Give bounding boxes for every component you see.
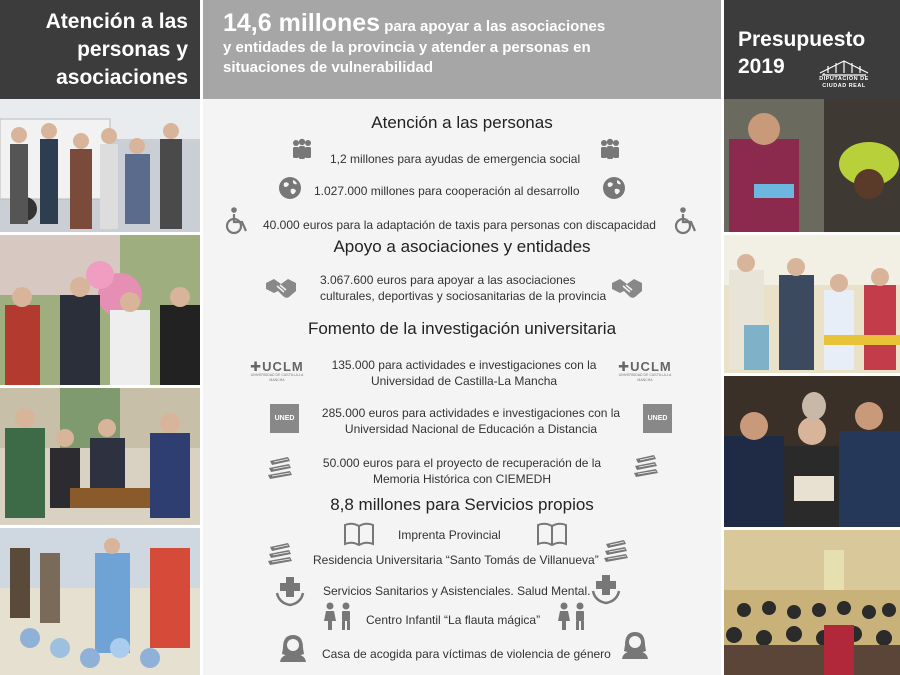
header-right-title <box>724 0 900 99</box>
item-ciemedh: 50.000 euros para el proyecto de recuperación de la Memoria Histórica con CIEMEDH <box>322 456 602 486</box>
people-group-icon <box>289 137 315 163</box>
header-summary <box>203 0 721 99</box>
uclm-logo-icon: ✚UCLM UNIVERSIDAD DE CASTILLA-LA MANCHA <box>618 359 672 382</box>
section-title-investigacion: Fomento de la investigación universitaria <box>307 319 617 338</box>
photo-childcare <box>0 528 200 675</box>
globe-icon <box>601 175 627 201</box>
section-title-asociaciones: Apoyo a asociaciones y entidades <box>333 237 591 256</box>
item-uclm: 135.000 para actividades e investigaciones con la Universidad de Castilla-La Mancha <box>331 358 597 388</box>
item-asociaciones: 3.067.600 euros para apoyar a las asociaciones culturales, deportivas y sociosanitarias de la provincia <box>320 273 607 303</box>
photo-association-meeting <box>724 376 900 527</box>
books-icon <box>631 451 661 481</box>
uclm-logo-icon: ✚UCLM UNIVERSIDAD DE CASTILLA-LA MANCHA <box>250 359 304 382</box>
photo-presentation <box>0 235 200 385</box>
handshake-icon <box>265 275 297 301</box>
children-icon <box>555 601 589 631</box>
woman-avatar-icon <box>619 629 651 659</box>
left-title-line-2: personas y <box>77 38 188 61</box>
headline-amount: 14,6 millones <box>223 9 381 37</box>
people-group-icon <box>597 137 623 163</box>
photo-meeting <box>0 388 200 525</box>
item-imprenta: Imprenta Provincial <box>398 528 501 542</box>
headline-line-1: para apoyar a las asociaciones <box>384 18 606 35</box>
item-residencia: Residencia Universitaria “Santo Tomás de Villanueva” <box>313 553 599 567</box>
books-icon <box>265 539 295 569</box>
globe-icon <box>277 175 303 201</box>
wheelchair-icon <box>223 206 251 236</box>
content-panel <box>203 99 721 675</box>
section-title-personas: Atención a las personas <box>371 113 553 132</box>
section-title-servicios: 8,8 millones para Servicios propios <box>330 495 594 514</box>
item-uned: 285.000 euros para actividades e investigaciones con la Universidad Nacional de Educación a Distancia <box>321 406 621 436</box>
photo-cooperation <box>724 99 900 232</box>
budget-label: Presupuesto <box>738 28 866 51</box>
children-icon <box>321 601 355 631</box>
uned-logo-icon: UNED <box>643 404 672 433</box>
item-centro-infantil: Centro Infantil “La flauta mágica” <box>366 613 541 627</box>
headline-line-3: situaciones de vulnerabilidad <box>223 59 434 76</box>
woman-avatar-icon <box>277 632 309 662</box>
wheelchair-icon <box>672 206 700 236</box>
item-cooperacion: 1.027.000 millones para cooperación al desarrollo <box>314 184 580 198</box>
books-icon <box>601 536 631 566</box>
header-left-title <box>0 0 200 99</box>
open-book-icon <box>343 521 375 547</box>
item-emergencia: 1,2 millones para ayudas de emergencia social <box>330 152 581 166</box>
handshake-icon <box>611 275 643 301</box>
logo-text: DIPUTACIÓN DE CIUDAD REAL <box>819 76 869 89</box>
medical-cross-hands-icon <box>591 573 621 605</box>
open-book-icon <box>536 521 568 547</box>
uned-logo-icon: UNED <box>270 404 299 433</box>
headline-line-2: y entidades de la provincia y atender a personas en <box>223 39 591 56</box>
item-taxis: 40.000 euros para la adaptación de taxis para personas con discapacidad <box>263 218 656 232</box>
books-icon <box>265 453 295 483</box>
item-sanitarios: Servicios Sanitarios y Asistenciales. Salud Mental. <box>323 584 591 598</box>
item-casa-acogida: Casa de acogida para víctimas de violencia de género <box>322 647 611 661</box>
left-title-line-1: Atención a las <box>45 10 188 33</box>
photo-visit-classroom <box>724 235 900 373</box>
medical-cross-hands-icon <box>275 575 305 607</box>
left-title-line-3: asociaciones <box>56 66 188 89</box>
photo-taxi-adapted <box>0 99 200 232</box>
budget-year: 2019 <box>738 55 785 78</box>
photo-auditorium <box>724 530 900 675</box>
